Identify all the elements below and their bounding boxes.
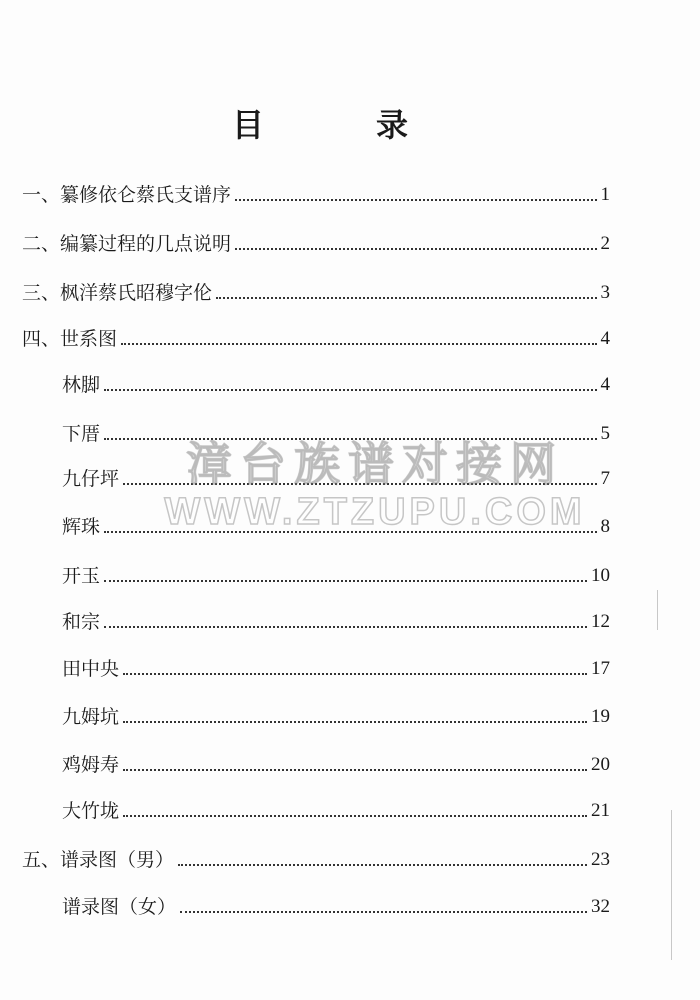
toc-entry-label: 开玉	[62, 565, 101, 587]
scan-edge-mark	[671, 810, 672, 960]
toc-entry[interactable]	[62, 700, 610, 730]
toc-entry[interactable]	[22, 178, 610, 208]
toc-dot-leader	[123, 673, 587, 675]
toc-page-number: 20	[591, 754, 610, 775]
page-title: 目 录	[231, 106, 448, 144]
toc-dot-leader	[104, 531, 596, 533]
toc-entry[interactable]	[22, 843, 610, 873]
toc-entry[interactable]	[62, 368, 610, 398]
toc-entry-label: 九仔坪	[62, 468, 120, 490]
toc-dot-leader	[123, 769, 587, 771]
toc-entry[interactable]	[62, 652, 610, 682]
toc-entry-label: 谱录图（女）	[62, 896, 177, 918]
toc-page-number: 32	[591, 896, 610, 917]
scan-edge-mark	[657, 590, 658, 630]
toc-page-number: 23	[591, 849, 610, 870]
toc-entry[interactable]	[62, 605, 610, 635]
toc-dot-leader	[104, 389, 596, 391]
toc-entry[interactable]	[62, 559, 610, 589]
toc-entry-label: 辉珠	[62, 516, 101, 538]
toc-page-number: 17	[591, 658, 610, 679]
toc-page-number: 1	[600, 184, 610, 205]
toc-entry[interactable]	[62, 510, 610, 540]
toc-entry[interactable]	[62, 462, 610, 492]
toc-entry-label: 鸡姆寿	[62, 754, 120, 776]
toc-entry-label: 一、纂修依仑蔡氏支谱序	[22, 184, 232, 206]
toc-dot-leader	[123, 483, 596, 485]
toc-dot-leader	[121, 343, 596, 345]
toc-page-number: 2	[600, 233, 610, 254]
toc-entry-label: 和宗	[62, 611, 101, 633]
toc-page-number: 7	[600, 468, 610, 489]
toc-entry[interactable]	[62, 794, 610, 824]
toc-dot-leader	[104, 438, 596, 440]
watermark-site-name: 漳台族谱对接网	[186, 437, 564, 491]
toc-page-number: 4	[600, 328, 610, 349]
watermark-site-url: WWW.ZTZUPU.COM	[164, 491, 586, 533]
toc-entry-label: 林脚	[62, 374, 101, 396]
toc-page-number: 5	[600, 423, 610, 444]
toc-entry[interactable]	[22, 322, 610, 352]
toc-entry-label: 三、枫洋蔡氏昭穆字伦	[22, 282, 213, 304]
toc-dot-leader	[235, 199, 596, 201]
toc-dot-leader	[180, 911, 587, 913]
toc-entry[interactable]	[62, 748, 610, 778]
toc-entry-label: 下厝	[62, 423, 101, 445]
toc-page-number: 8	[600, 516, 610, 537]
toc-dot-leader	[178, 864, 587, 866]
toc-entry-label: 田中央	[62, 658, 120, 680]
toc-entry-label: 四、世系图	[22, 328, 118, 350]
toc-dot-leader	[104, 580, 587, 582]
toc-entry-label: 九姆坑	[62, 706, 120, 728]
toc-page-number: 19	[591, 706, 610, 727]
toc-dot-leader	[123, 721, 587, 723]
toc-page-number: 10	[591, 565, 610, 586]
toc-entry-label: 大竹垅	[62, 800, 120, 822]
toc-entry-label: 二、编纂过程的几点说明	[22, 233, 232, 255]
toc-dot-leader	[123, 815, 587, 817]
toc-entry-label: 五、谱录图（男）	[22, 849, 175, 871]
toc-entry[interactable]	[22, 227, 610, 257]
toc-dot-leader	[104, 626, 587, 628]
toc-dot-leader	[216, 297, 596, 299]
toc-dot-leader	[235, 248, 596, 250]
toc-entry[interactable]	[62, 417, 610, 447]
toc-page-number: 21	[591, 800, 610, 821]
toc-page-number: 4	[600, 374, 610, 395]
toc-entry[interactable]	[22, 276, 610, 306]
toc-entry[interactable]	[62, 890, 610, 920]
toc-page-number: 12	[591, 611, 610, 632]
toc-page-number: 3	[600, 282, 610, 303]
